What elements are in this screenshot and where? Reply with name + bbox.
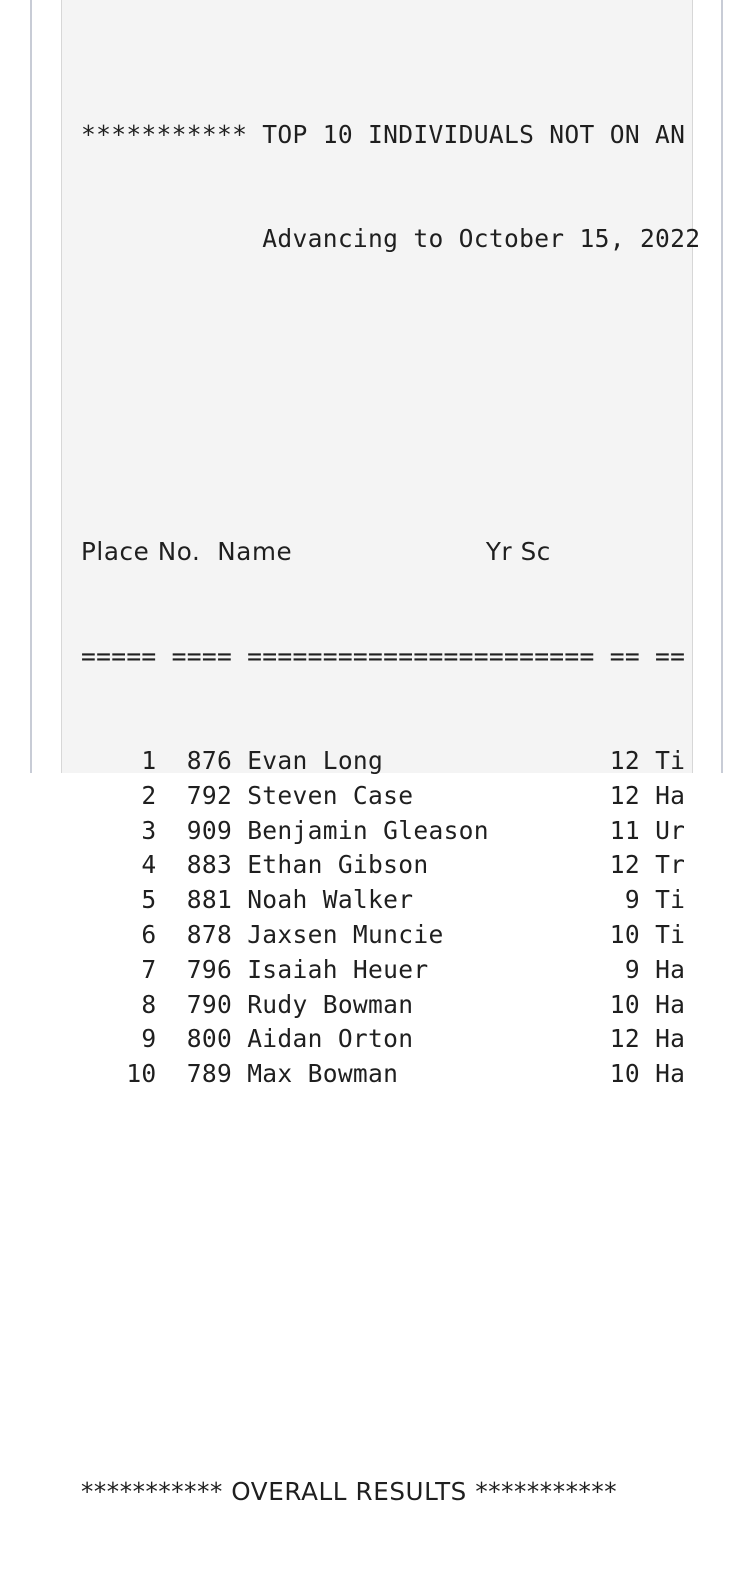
row-year: 12 [609, 745, 656, 775]
row-year: 10 [609, 1059, 656, 1089]
results-preformatted-box [61, 0, 701, 1506]
blank-line [81, 1266, 700, 1301]
row-year: 12 [609, 780, 656, 810]
row-school: Ti [655, 919, 686, 949]
row-number: 876 [156, 745, 248, 775]
row-number: 796 [156, 954, 248, 984]
table-row [81, 1022, 700, 1057]
blank-line [81, 1162, 700, 1197]
table-row [81, 988, 700, 1023]
row-school: Ti [655, 885, 686, 915]
row-name: Rudy Bowman [247, 989, 610, 1019]
row-place: 2 [81, 780, 157, 810]
table-row [81, 848, 700, 883]
table-row [81, 814, 700, 849]
row-place: 6 [81, 919, 157, 949]
row-name: Jaxsen Muncie [247, 919, 610, 949]
table-header-line: Place No. Name Yr Sc [81, 537, 551, 567]
row-school: Ha [655, 954, 686, 984]
row-name: Max Bowman [247, 1059, 610, 1089]
row-school: Ti [655, 745, 686, 775]
row-number: 789 [156, 1059, 248, 1089]
row-year: 10 [609, 989, 656, 1019]
row-number: 909 [156, 815, 248, 845]
table-row [81, 1057, 700, 1092]
results-text [81, 48, 700, 1579]
row-place: 9 [81, 1024, 157, 1054]
row-place: 4 [81, 850, 157, 880]
row-year: 10 [609, 919, 656, 949]
row-place: 5 [81, 885, 157, 915]
row-place: 8 [81, 989, 157, 1019]
blank-line [81, 431, 700, 466]
row-year: 12 [609, 1024, 656, 1054]
table-row [81, 744, 700, 779]
row-number: 800 [156, 1024, 248, 1054]
row-name: Isaiah Heuer [247, 954, 610, 984]
left-page-rule [30, 0, 32, 773]
row-place: 10 [81, 1059, 157, 1089]
row-name: Aidan Orton [247, 1024, 610, 1054]
row-number: 881 [156, 885, 248, 915]
row-name: Steven Case [247, 780, 610, 810]
results-rows [81, 744, 700, 1092]
row-school: Ha [655, 780, 686, 810]
overall-results-line: *********** OVERALL RESULTS *********** [81, 1476, 618, 1506]
row-school: Ha [655, 989, 686, 1019]
table-row [81, 953, 700, 988]
row-school: Ha [655, 1024, 686, 1054]
row-number: 883 [156, 850, 248, 880]
row-place: 7 [81, 954, 157, 984]
blank-line [81, 326, 700, 361]
row-place: 3 [81, 815, 157, 845]
row-name: Benjamin Gleason [247, 815, 610, 845]
row-number: 792 [156, 780, 248, 810]
row-name: Evan Long [247, 745, 610, 775]
row-year: 12 [609, 850, 656, 880]
row-name: Noah Walker [247, 885, 610, 915]
row-name: Ethan Gibson [247, 850, 610, 880]
row-place: 1 [81, 745, 157, 775]
row-school: Ur [655, 815, 686, 845]
row-year: 9 [609, 885, 656, 915]
row-school: Tr [655, 850, 686, 880]
top10-title-line: *********** TOP 10 INDIVIDUALS NOT ON AN [81, 119, 686, 149]
row-year: 11 [609, 815, 656, 845]
table-row [81, 883, 700, 918]
advancing-date-line: Advancing to October 15, 2022 [81, 223, 701, 253]
row-number: 878 [156, 919, 248, 949]
table-row [81, 779, 700, 814]
row-school: Ha [655, 1059, 686, 1089]
right-page-rule [721, 0, 723, 773]
table-row [81, 918, 700, 953]
row-number: 790 [156, 989, 248, 1019]
table-rule-line: ===== ==== ======================= == == [81, 641, 686, 671]
blank-line [81, 1370, 700, 1405]
row-year: 9 [609, 954, 656, 984]
